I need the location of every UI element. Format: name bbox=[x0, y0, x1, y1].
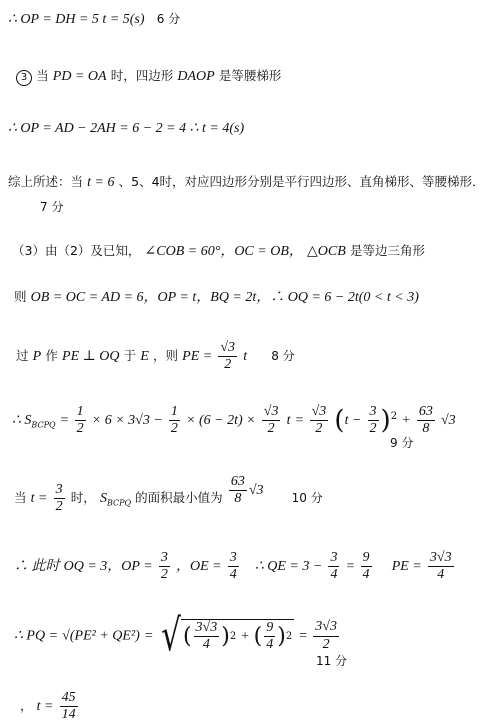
circled-number: 3 bbox=[16, 70, 32, 86]
f1d: 2 bbox=[76, 421, 84, 437]
line-12-d: 14 bbox=[61, 707, 76, 723]
line-10 bbox=[14, 550, 456, 583]
line-10-oq: OQ = 3，OP = bbox=[63, 559, 153, 575]
line-11-eq: = bbox=[143, 628, 157, 644]
line-2-shi: 时，四边形 bbox=[110, 68, 174, 83]
line-7-frac bbox=[218, 340, 237, 373]
pen: 3√3 bbox=[428, 550, 454, 567]
ad: 4 bbox=[202, 637, 210, 652]
line-9 bbox=[14, 474, 323, 515]
line-2-tail: 是等腰梯形 bbox=[218, 68, 282, 83]
line-2-cond: PD = OA bbox=[52, 69, 107, 84]
f3d: 2 bbox=[267, 421, 275, 437]
line-7-b: 作 bbox=[45, 348, 58, 364]
line-6-b: OB = OC = AD = 6，OP = t，BQ = 2t，∴ OQ = 6 − 2t(0 < t < 3) bbox=[30, 290, 419, 305]
line-8-pow: 2 bbox=[390, 410, 398, 422]
f4d: 2 bbox=[315, 421, 323, 437]
oed: 4 bbox=[229, 567, 237, 583]
res-n: 3√3 bbox=[313, 619, 339, 636]
line-9-b: 时， bbox=[70, 490, 96, 506]
line-7-p: P bbox=[32, 349, 42, 365]
line-4-score bbox=[40, 198, 63, 215]
line-8-r3: √3 bbox=[440, 413, 456, 429]
line-8-m2: × (6 − 2t) × bbox=[186, 413, 256, 429]
big-radical: √ ( $\frac{3√3}{4}$ ) 2 + ( $\frac{9}{4}$ ) 2 bbox=[161, 610, 293, 661]
qerd: 4 bbox=[362, 567, 370, 583]
line-5-d: 是等边三角形 bbox=[349, 243, 425, 258]
line-11-score bbox=[316, 652, 347, 669]
f6d: 8 bbox=[422, 421, 430, 437]
bd: 4 bbox=[266, 637, 274, 652]
f5n: 3 bbox=[368, 404, 379, 421]
line-7-d: 于 bbox=[123, 348, 137, 364]
line-10-a: ∴ 此时 bbox=[14, 559, 60, 575]
line-8-inner: t − bbox=[344, 413, 362, 429]
line-8-eq: = bbox=[59, 413, 73, 429]
line-10-qe: ∴ QE = 3 − bbox=[254, 559, 323, 575]
opn: 3 bbox=[159, 550, 170, 567]
line-7 bbox=[16, 340, 295, 373]
line-9-vn: 63 bbox=[229, 474, 247, 491]
score-7: 7 分 bbox=[40, 200, 64, 214]
line-8-plus: + bbox=[401, 413, 411, 429]
line-12 bbox=[20, 690, 80, 723]
line-10-pe: PE = bbox=[391, 559, 422, 575]
line-11-plus: + bbox=[240, 628, 250, 644]
line-8-t: t bbox=[286, 413, 291, 429]
qern: 9 bbox=[361, 550, 372, 567]
line-8: ∴ $S_{BCPQ}$ = $\frac{1}{2}$ × 6 × 3√3 − $\frac{1}{2}$ × (6 − 2t) × $\frac{√3}{2}$ t = $\frac{√3}{2}$ (t − $\frac{3}{2}$ )$^2$ + $\frac{63}{8}$ √3 bbox=[12, 404, 456, 437]
line-9-r3: √3 bbox=[248, 483, 264, 499]
f2d: 2 bbox=[170, 421, 178, 437]
line-5-c: △OCB bbox=[307, 244, 346, 259]
line-6-a: 则 bbox=[14, 289, 27, 304]
score-6: 6 分 bbox=[156, 12, 181, 26]
line-11 bbox=[14, 610, 341, 661]
line-9-d: 2 bbox=[55, 499, 63, 515]
line-8-eq2: = bbox=[294, 413, 308, 429]
line-7-e: E bbox=[140, 349, 149, 365]
line-9-s: S bbox=[99, 491, 107, 507]
line-11-r: √(PE² + QE²) bbox=[62, 628, 140, 644]
line-5-b: ∠COB = 60°，OC = OB， bbox=[144, 244, 303, 259]
line-8-lead: ∴ S bbox=[12, 413, 32, 429]
line-7-num: √3 bbox=[218, 340, 237, 357]
line-8-m1: × 6 × 3√3 − bbox=[91, 413, 163, 429]
line-7-f: ，则 bbox=[153, 348, 179, 364]
f1n: 1 bbox=[75, 404, 86, 421]
line-7-a: 过 bbox=[16, 348, 29, 364]
line-9-lhs: t = bbox=[30, 491, 48, 507]
line-4-b: 、5、4时，对应四边形分别是平行四边形、直角梯形、等腰梯形． bbox=[118, 174, 485, 189]
opd: 2 bbox=[160, 567, 168, 583]
line-12-a: ， bbox=[20, 698, 33, 714]
res-d: 2 bbox=[322, 636, 330, 652]
line-3-expr: ∴ OP = AD − 2AH = 6 − 2 = 4 ∴ t = 4(s) bbox=[8, 121, 245, 136]
bn: 9 bbox=[264, 620, 275, 637]
line-4 bbox=[8, 172, 485, 191]
f2n: 1 bbox=[169, 404, 180, 421]
line-9-a: 当 bbox=[14, 490, 27, 506]
line-7-c: PE ⊥ OQ bbox=[62, 349, 120, 365]
line-9-sub: BCPQ bbox=[106, 498, 132, 508]
line-4-t: t = 6 bbox=[87, 175, 115, 190]
line-12-lhs: t = bbox=[36, 699, 54, 715]
pow-a: 2 bbox=[229, 631, 237, 642]
score-10: 10 分 bbox=[291, 491, 323, 506]
line-4-a: 综上所述：当 bbox=[8, 174, 84, 189]
qed: 4 bbox=[330, 567, 338, 583]
an: 3√3 bbox=[194, 620, 220, 637]
line-8-sub: BCPQ bbox=[31, 420, 56, 430]
f4n: √3 bbox=[310, 404, 329, 421]
line-1 bbox=[8, 10, 180, 28]
line-7-lhs: PE = bbox=[182, 349, 213, 365]
f6n: 63 bbox=[417, 404, 435, 421]
ped: 4 bbox=[437, 567, 445, 583]
pow-b: 2 bbox=[285, 631, 293, 642]
line-2 bbox=[16, 66, 281, 86]
line-11-a: ∴ PQ = bbox=[14, 628, 59, 644]
score-8: 8 分 bbox=[271, 349, 295, 364]
line-7-den: 2 bbox=[224, 357, 232, 373]
score-11: 11 分 bbox=[316, 654, 348, 668]
oen: 3 bbox=[228, 550, 239, 567]
score-9: 9 分 bbox=[390, 436, 414, 450]
line-9-c: 的面积最小值为 bbox=[135, 490, 223, 506]
line-10-eq: = bbox=[345, 559, 359, 575]
f5d: 2 bbox=[369, 421, 377, 437]
line-9-n: 3 bbox=[54, 482, 65, 499]
line-10-oe: ，OE = bbox=[175, 559, 222, 575]
line-1-expr: ∴ OP = DH = 5 t = 5(s) bbox=[8, 12, 145, 27]
line-5 bbox=[12, 240, 425, 260]
line-8-score bbox=[390, 434, 413, 451]
line-9-vd: 8 bbox=[234, 491, 242, 507]
qen: 3 bbox=[328, 550, 339, 567]
line-3 bbox=[8, 120, 244, 137]
line-2-shape: DAOP bbox=[177, 69, 215, 84]
line-6 bbox=[14, 286, 419, 306]
line-12-n: 45 bbox=[60, 690, 78, 707]
line-7-t: t bbox=[243, 349, 248, 365]
line-11-eq2: = bbox=[298, 628, 312, 644]
f3n: √3 bbox=[262, 404, 281, 421]
line-5-a: （3）由（2）及已知， bbox=[12, 243, 141, 258]
line-2-dang: 当 bbox=[36, 68, 49, 83]
